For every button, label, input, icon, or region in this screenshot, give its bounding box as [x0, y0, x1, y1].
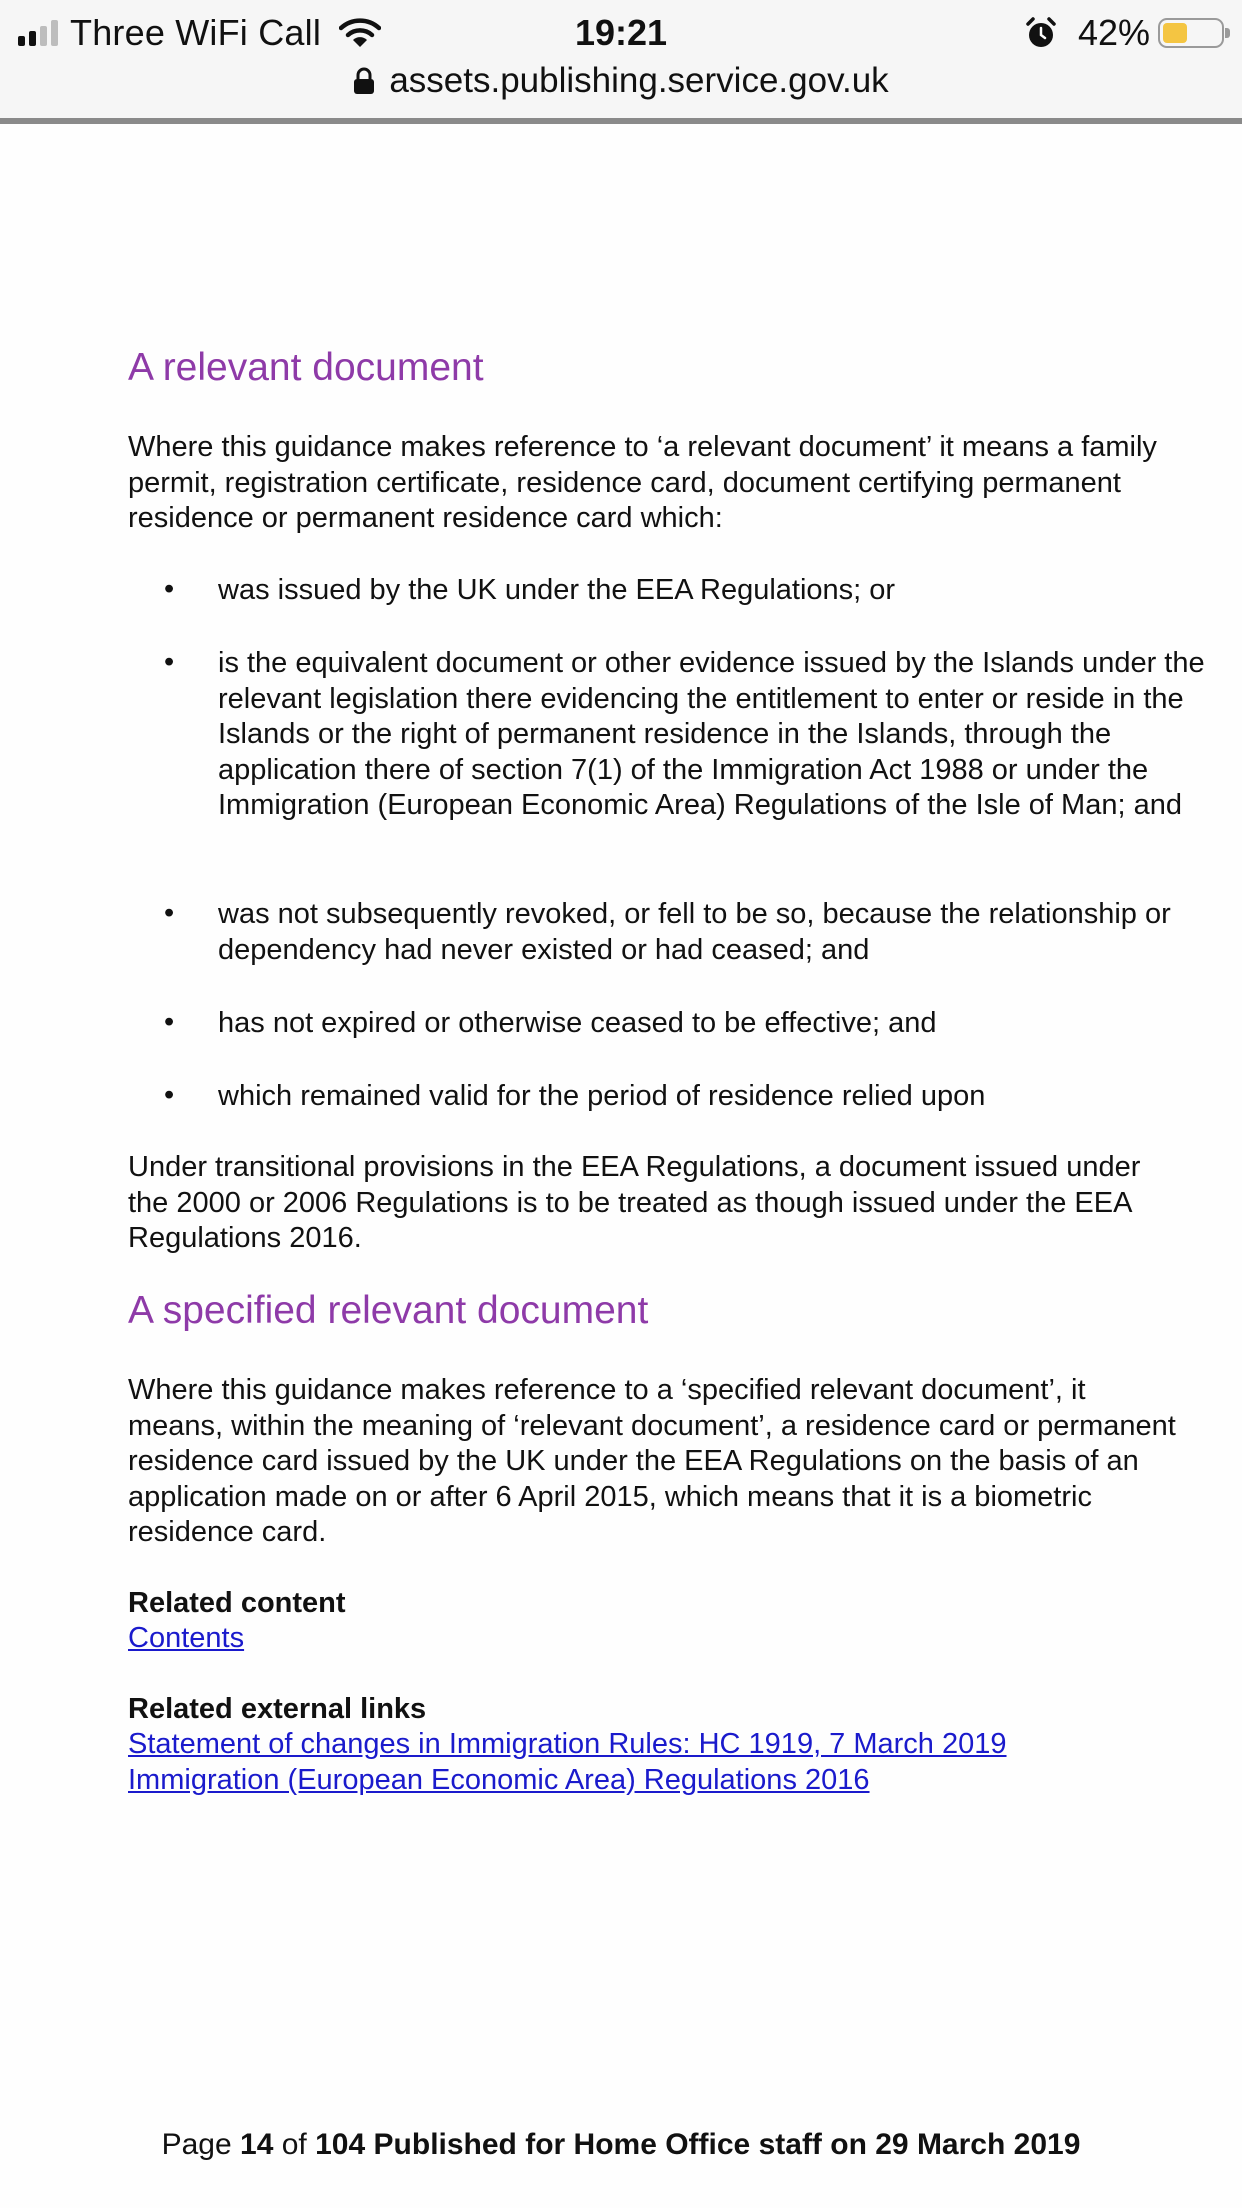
eea-regulations-2016-link[interactable]: Immigration (European Economic Area) Regulations 2016: [128, 1764, 870, 1796]
url-text[interactable]: assets.publishing.service.gov.uk: [389, 61, 889, 100]
bullet-text: which remained valid for the period of residence relied upon: [218, 1080, 986, 1112]
specified-relevant-document-body: Where this guidance makes reference to a ‘specified relevant document’, it means, within the meaning of ‘relevant document’, a residence card or permanent residence card issued by the UK under the EEA Regulations on the basis of an application made on or after 6 April 2015, which means that it is a biometric residence card.: [128, 1374, 1176, 1548]
transitional-provisions-paragraph: Under transitional provisions in the EEA Regulations, a document issued under the 2000 or 2006 Regulations is to be treated as though issued under the EEA Regulations 2016.: [128, 1151, 1141, 1254]
address-bar[interactable]: [0, 58, 1242, 104]
carrier-name: Three WiFi Call: [70, 12, 322, 53]
bullet-text: is the equivalent document or other evidence issued by the Islands under the relevant legislation there evidencing the entitlement to enter or reside in the Islands or the right of permanent residence in the Islands, through the application there of section 7(1) of the Immigration Act 1988 or under the Immigration (European Economic Area) Regulations of the Isle of Man; and: [218, 647, 1205, 821]
lock-icon: [353, 67, 375, 95]
bullet-marker: •: [164, 646, 175, 678]
bullet-text: was issued by the UK under the EEA Regulations; or: [218, 574, 896, 606]
status-time: 19:21: [574, 12, 668, 53]
status-right: [1024, 10, 1224, 56]
heading-relevant-document: A relevant document: [128, 346, 484, 389]
battery-icon: [1158, 18, 1224, 48]
related-external-links-title: Related external links: [128, 1693, 427, 1725]
heading-specified-relevant-document: A specified relevant document: [128, 1289, 649, 1332]
battery-percent: 42%: [1077, 12, 1150, 53]
bullet-marker: •: [164, 1079, 175, 1111]
relevant-document-intro: Where this guidance makes reference to ‘a relevant document’ it means a family permit, registration certificate, residence card, document certifying permanent residence or permanent residence card which:: [128, 431, 1157, 534]
bullet-text: has not expired or otherwise ceased to be effective; and: [218, 1007, 937, 1039]
immigration-rules-hc1919-link[interactable]: Statement of changes in Immigration Rules: HC 1919, 7 March 2019: [128, 1728, 1007, 1760]
published-note: Published for Home Office staff on 29 March 2019: [373, 2128, 1081, 2161]
top-bar-divider: [0, 118, 1242, 124]
page-label: Page: [161, 2128, 232, 2161]
of-label: of: [281, 2128, 307, 2161]
bullet-text: was not subsequently revoked, or fell to be so, because the relationship or dependency had never existed or had ceased; and: [218, 898, 1171, 966]
page-number: 14: [240, 2128, 274, 2161]
contents-link[interactable]: Contents: [128, 1622, 245, 1654]
alarm-clock-icon: [1024, 16, 1058, 50]
bullet-marker: •: [164, 1006, 175, 1038]
battery-fill: [1163, 23, 1187, 43]
bullet-marker: •: [164, 573, 175, 605]
page-footer: [0, 2128, 1242, 2162]
bullet-marker: •: [164, 897, 175, 929]
browser-top-bar: [0, 0, 1242, 118]
total-pages: 104: [315, 2128, 366, 2161]
related-content-title: Related content: [128, 1587, 346, 1619]
